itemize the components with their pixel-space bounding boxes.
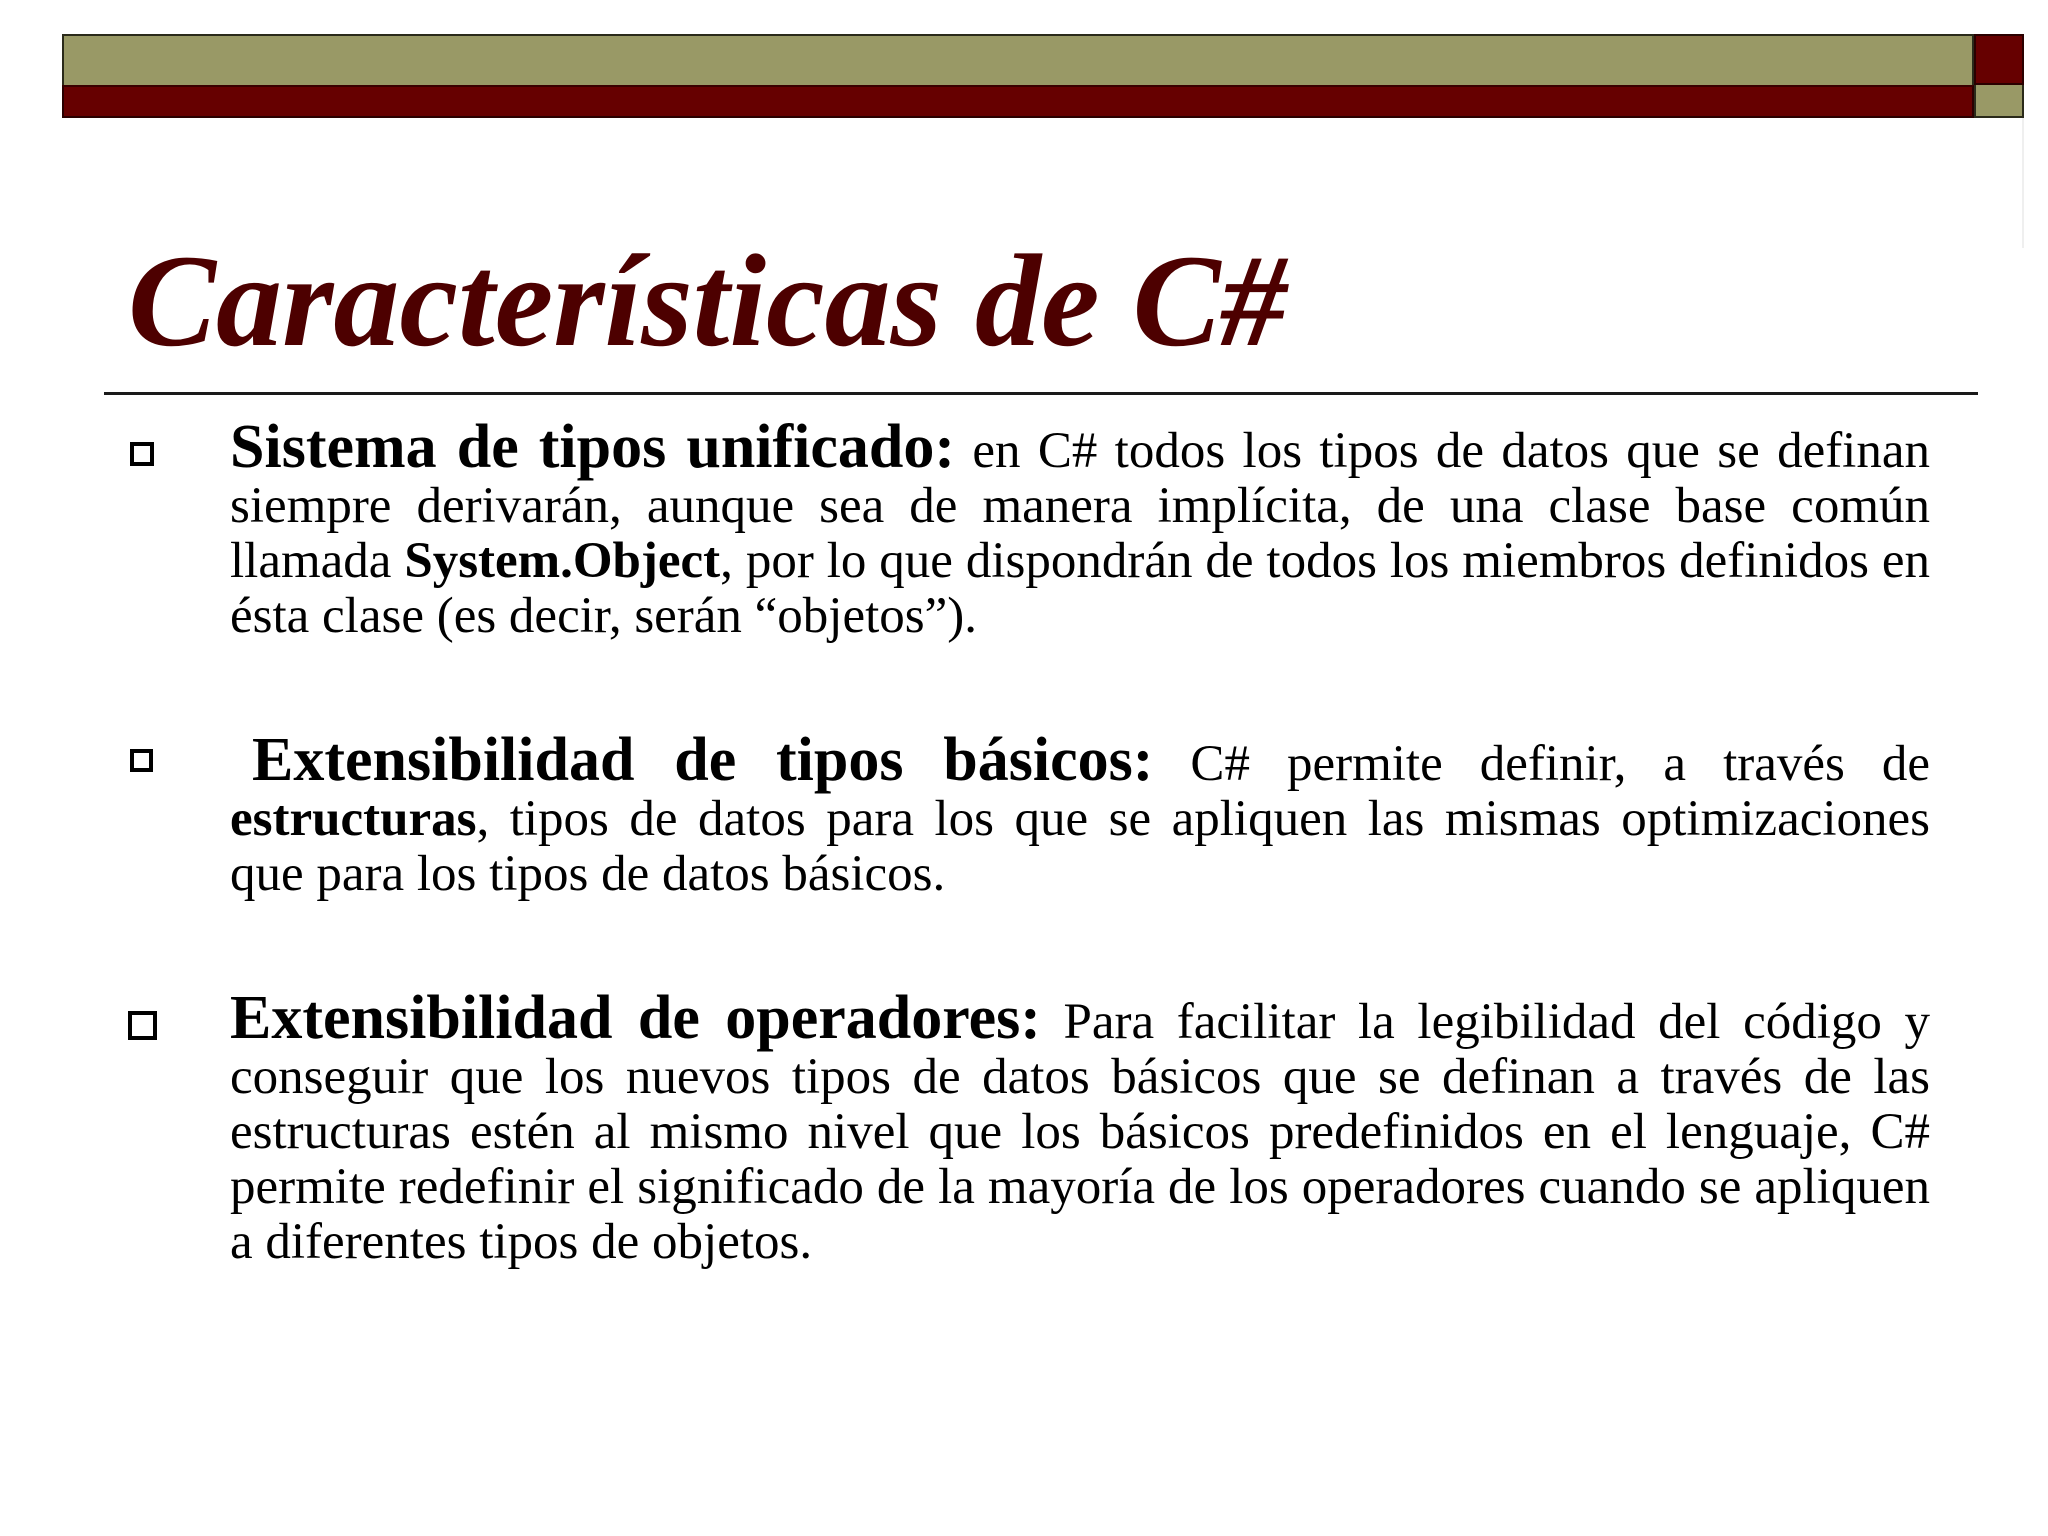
header-bar-maroon	[62, 85, 1974, 118]
bullet-text	[230, 726, 1930, 902]
bullet-item	[230, 413, 1930, 644]
bullet-keyword: System.Object	[404, 533, 721, 589]
title-underline	[104, 392, 1978, 395]
bullet-text	[230, 984, 1930, 1270]
bullet-lead: Sistema de tipos unificado:	[230, 413, 956, 481]
bullet-body: Para facilitar la legibilidad del código y conseguir que los nuevos tipos de datos básicos que se definan a través de las estructuras estén al mismo nivel que los básicos predefinidos en el lenguaje, C# permite redefinir el significado de la mayoría de los operadores cuando se apliquen a diferentes tipos de objetos.	[230, 994, 1930, 1270]
bullet-body: , tipos de datos para los que se apliquen las mismas optimizaciones que para los tipos de datos básicos.	[230, 791, 1930, 902]
bullet-body: C# permite definir, a través de	[1153, 736, 1930, 792]
bullet-item	[230, 726, 1930, 902]
right-edge-line	[2022, 118, 2024, 248]
bullet-lead: Extensibilidad de operadores:	[230, 984, 1041, 1052]
bullet-lead: Extensibilidad de tipos básicos:	[252, 726, 1154, 794]
square-bullet-icon	[128, 1011, 157, 1040]
slide-title: Características de C#	[128, 227, 1287, 374]
header-corner-maroon	[1974, 34, 2024, 85]
square-bullet-icon	[130, 442, 154, 466]
bullet-item	[230, 984, 1930, 1270]
bullet-text	[230, 413, 1930, 644]
header-corner-olive	[1974, 85, 2024, 118]
header-bar-olive	[62, 34, 1974, 85]
bullet-keyword: estructuras	[230, 791, 477, 847]
square-bullet-icon	[130, 749, 153, 772]
bullet-body: en C# todos los tipos de datos que se definan siempre derivarán, aunque sea de manera implícita, de una clase base común llamada	[230, 423, 1930, 589]
bullet-body: , por lo que dispondrán de todos los miembros definidos en ésta clase (es decir, serán “objetos”).	[230, 533, 1930, 644]
